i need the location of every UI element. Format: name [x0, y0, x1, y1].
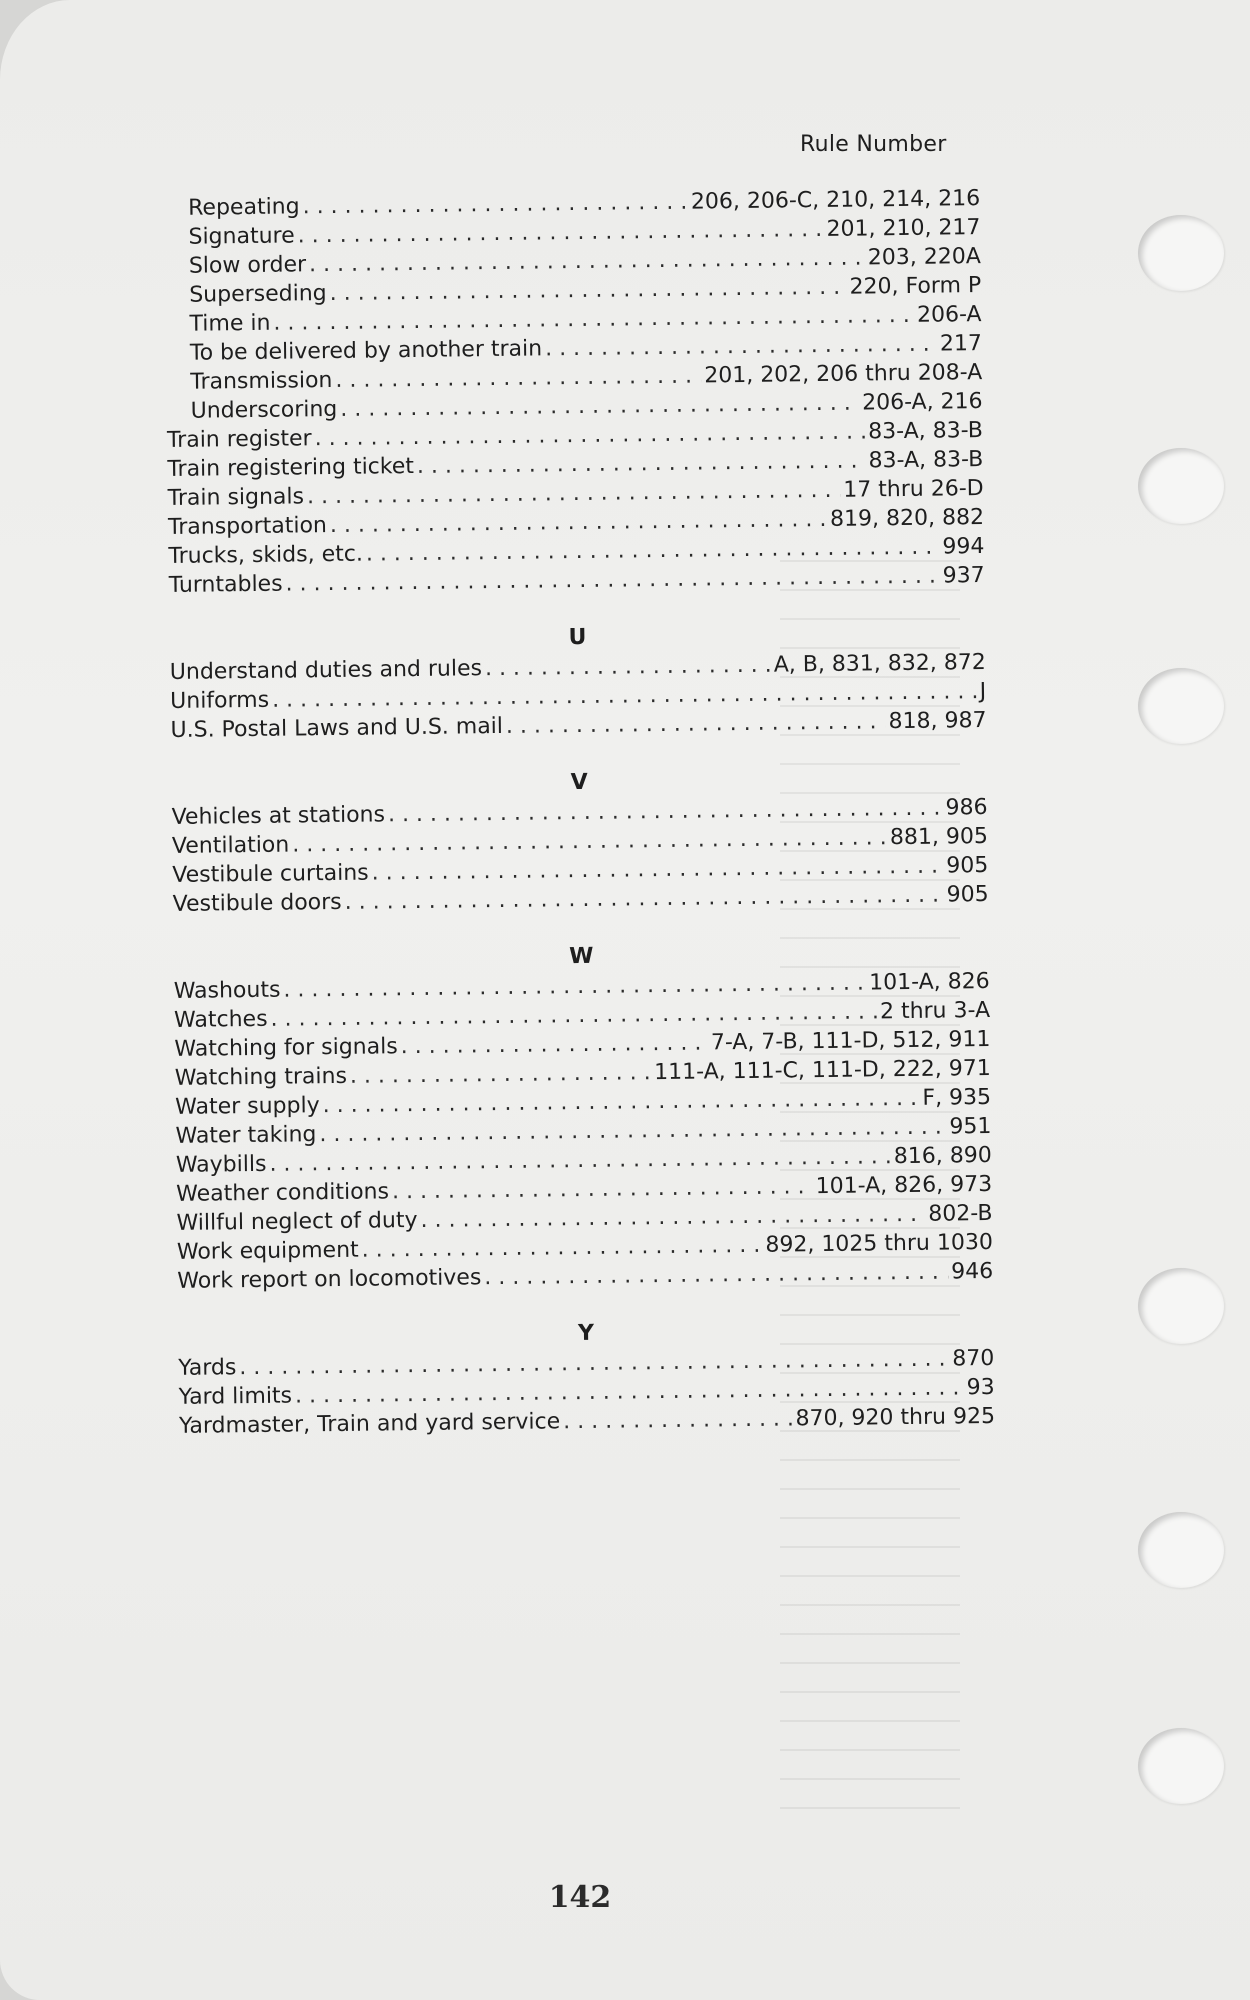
rule-reference: 986	[945, 794, 988, 821]
section-letter: U	[568, 624, 587, 651]
rule-reference: 201, 210, 217	[826, 215, 981, 242]
rule-reference: 203, 220A	[867, 244, 981, 271]
rule-reference: 206-A	[916, 302, 982, 328]
index-term: Repeating	[188, 194, 300, 221]
rule-reference: 83-A, 83-B	[868, 418, 984, 445]
index-term: Washouts	[173, 977, 281, 1004]
rule-index-list	[164, 184, 995, 1441]
index-term: Transmission	[190, 367, 333, 395]
rule-reference: 816, 890	[893, 1142, 992, 1170]
rule-reference: 111-A, 111-C, 111-D, 222, 971	[654, 1055, 991, 1086]
rule-reference: 217	[939, 331, 983, 357]
dot-leader	[302, 188, 688, 222]
index-term: Vehicles at stations	[171, 802, 386, 830]
rule-reference: 881, 905	[889, 823, 989, 851]
dot-leader	[563, 1404, 793, 1436]
page-number: 142	[548, 1880, 612, 1915]
index-term: Water taking	[175, 1122, 317, 1149]
index-term: Superseding	[189, 281, 327, 308]
index-term: Train signals	[167, 484, 305, 511]
rule-reference: A, B, 831, 832, 872	[773, 649, 986, 678]
rule-reference: 818, 987	[888, 707, 987, 735]
index-term: Willful neglect of duty	[176, 1207, 418, 1236]
rule-reference: 951	[949, 1113, 992, 1140]
rule-reference: 802-B	[928, 1200, 993, 1227]
index-term: U.S. Postal Laws and U.S. mail	[170, 713, 504, 743]
rule-reference: 7-A, 7-B, 111-D, 512, 911	[710, 1026, 991, 1056]
dot-leader	[401, 1028, 708, 1061]
index-term: Work report on locomotives	[177, 1265, 482, 1294]
index-term: Work equipment	[176, 1237, 359, 1265]
rule-reference: 206, 206-C, 210, 214, 216	[690, 186, 981, 215]
rule-reference: 905	[946, 852, 989, 879]
rule-reference: 83-A, 83-B	[868, 447, 984, 474]
index-term: Train registering ticket	[167, 453, 415, 482]
index-term: Vestibule doors	[172, 889, 342, 917]
binder-hole-icon	[1138, 1728, 1224, 1804]
dot-leader	[484, 1258, 948, 1293]
index-term: Signature	[188, 223, 295, 250]
index-term: Waybills	[175, 1151, 267, 1178]
rule-reference: 206-A, 216	[861, 389, 983, 416]
rule-reference: 101-A, 826, 973	[815, 1171, 993, 1200]
index-term: Transportation	[167, 513, 328, 540]
index-term: Weather conditions	[176, 1179, 390, 1207]
index-term: Watches	[173, 1006, 268, 1033]
rule-number-heading: Rule Number	[800, 132, 947, 157]
rule-reference: F, 935	[922, 1084, 992, 1111]
index-term: To be delivered by another train	[189, 336, 543, 366]
rule-reference: 201, 202, 206 thru 208-A	[704, 360, 983, 389]
rule-reference: 93	[966, 1374, 995, 1401]
rule-reference: 892, 1025 thru 1030	[765, 1229, 994, 1258]
rule-reference: 819, 820, 882	[829, 505, 985, 532]
index-term: Yardmaster, Train and yard service	[178, 1409, 561, 1439]
index-term: Watching trains	[174, 1063, 348, 1091]
rule-reference: 946	[951, 1258, 994, 1285]
rule-reference: 2 thru 3-A	[879, 997, 991, 1025]
dot-leader	[485, 651, 771, 683]
binder-hole-icon	[1138, 1512, 1224, 1588]
index-term: Slow order	[188, 252, 307, 279]
index-term: Understand duties and rules	[169, 656, 483, 685]
index-term: Ventilation	[171, 832, 290, 859]
rule-reference: 870, 920 thru 925	[795, 1403, 996, 1432]
index-term: Yard limits	[178, 1383, 293, 1410]
dot-leader	[506, 707, 886, 741]
dot-leader	[335, 361, 701, 394]
rule-reference: 220, Form P	[849, 273, 982, 300]
section-letter: V	[570, 769, 588, 796]
index-term: Watching for signals	[174, 1034, 398, 1062]
binder-hole-icon	[1138, 668, 1224, 744]
index-term: Train register	[166, 426, 312, 453]
dot-leader	[350, 1058, 652, 1091]
binder-hole-icon	[1138, 448, 1224, 524]
rule-reference: 101-A, 826	[869, 968, 990, 996]
index-term: Trucks, skids, etc.	[168, 541, 364, 569]
rule-reference: 937	[942, 563, 985, 589]
binder-hole-icon	[1138, 1268, 1224, 1344]
section-letter: W	[569, 943, 594, 970]
index-term: Vestibule curtains	[172, 860, 369, 888]
index-term: Turntables	[168, 571, 283, 598]
binder-hole-icon	[1138, 215, 1224, 291]
rule-reference: 17 thru 26-D	[843, 476, 984, 503]
index-term: Water supply	[175, 1093, 320, 1120]
rule-reference: 870	[952, 1345, 995, 1372]
rule-reference: 994	[942, 534, 985, 560]
index-term: Underscoring	[190, 396, 338, 424]
rule-reference: 905	[946, 881, 989, 908]
section-letter: Y	[577, 1320, 595, 1347]
rule-reference: J	[979, 678, 987, 705]
index-term: Uniforms	[170, 687, 270, 714]
index-term: Yards	[178, 1355, 237, 1381]
index-term: Time in	[189, 310, 271, 337]
